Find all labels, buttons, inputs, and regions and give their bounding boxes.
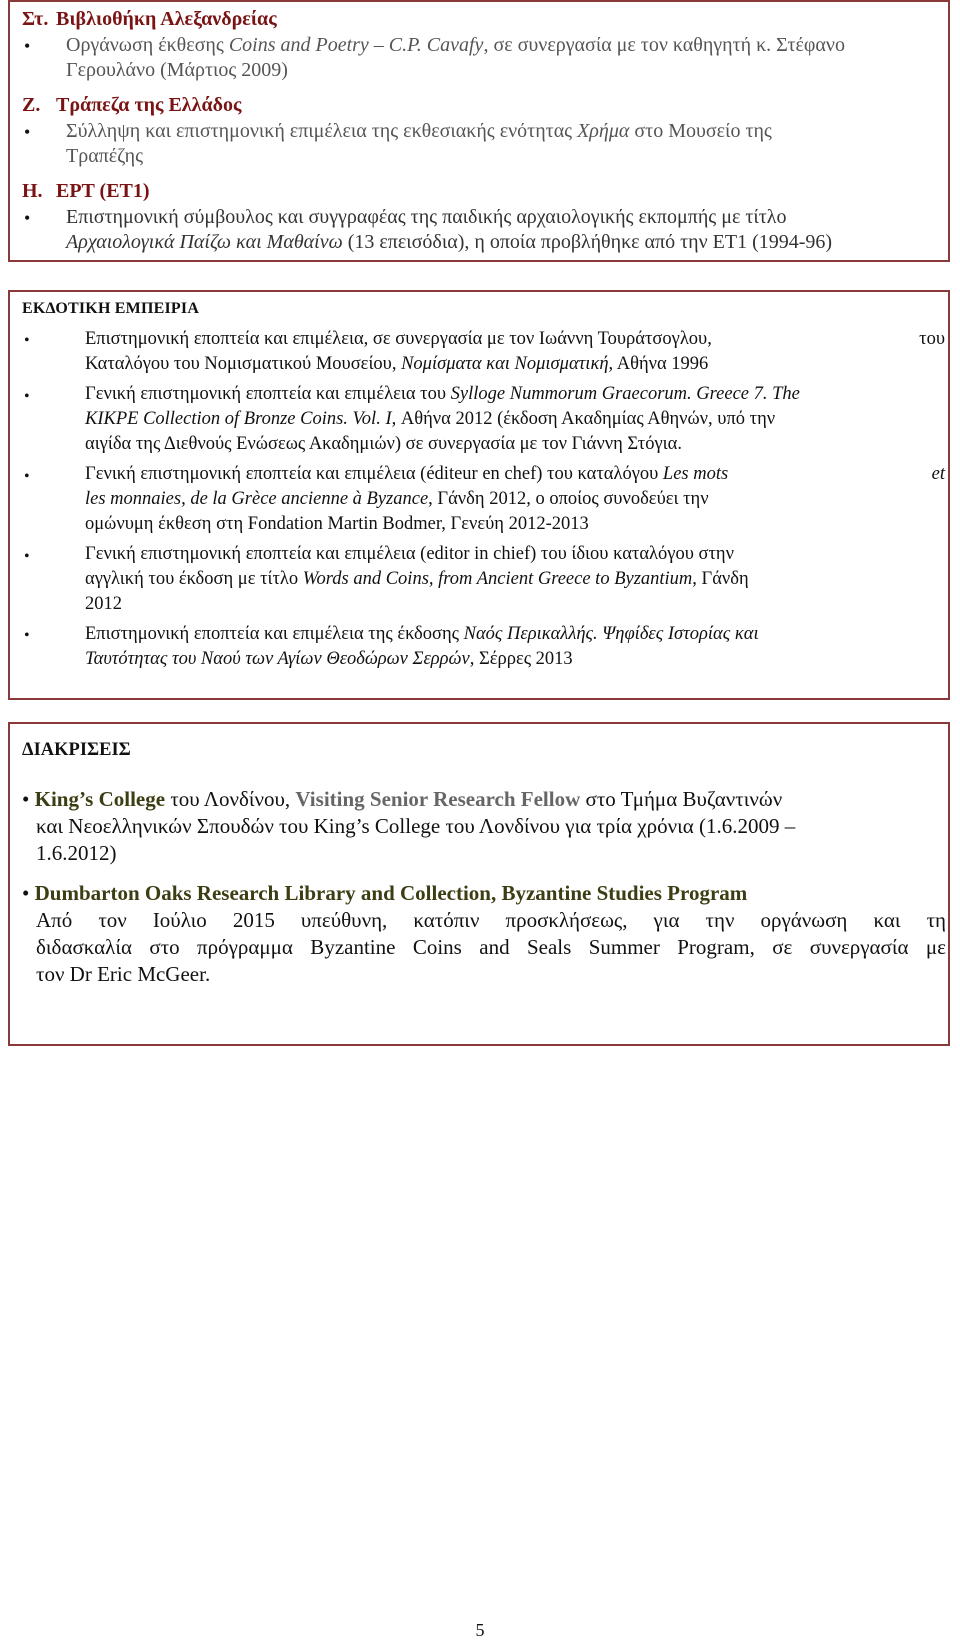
italic-title: Coins and Poetry – C.P. Cavafy: [228, 34, 484, 56]
italic-title: Χρήμα: [577, 120, 630, 142]
item-line: [22, 880, 946, 907]
text-run: Σύλληψη και επιστημονική επιμέλεια της εκθεσιακής ενότητας: [66, 120, 578, 142]
text-run: του: [919, 329, 945, 349]
item-line: 1.6.2012): [36, 841, 117, 865]
item-line: [85, 382, 945, 407]
text-run: Επιστημονική εποπτεία και επιμέλεια, σε συνεργασία με τον Ιωάννη Τουράτσογλου,: [85, 329, 712, 349]
publishing-experience-box: [8, 290, 950, 700]
item-line: αιγίδα της Διεθνούς Ενώσεως Ακαδημιών) σε συνεργασία με τον Γιάννη Στόγια.: [85, 434, 682, 454]
section-title: Τράπεζα της Ελλάδος: [56, 94, 242, 116]
item-line: Από τον Ιούλιο 2015 υπεύθυνη, κατόπιν προσκλήσεως, για την οργάνωση και τη: [36, 908, 946, 932]
item-line: [85, 327, 945, 352]
text-run: , Αθήνα 1996: [608, 354, 709, 374]
section-heading-publishing: ΕΚΔΟΤΙΚΗ ΕΜΠΕΙΡΙΑ: [22, 300, 200, 317]
text-run: , Σέρρες 2013: [469, 649, 573, 669]
italic-title: Les mots: [662, 464, 729, 484]
item-line: [85, 407, 945, 432]
italic-title: KIKPE Collection of Bronze Coins. Vol. I: [85, 409, 392, 429]
italic-title: Sylloge Nummorum Graecorum. Greece 7. The: [450, 384, 800, 404]
text-run: , Αθήνα 2012 (έκδοση Ακαδημίας Αθηνών, υπό την: [391, 409, 776, 429]
section-heading-st: [22, 8, 277, 31]
section-title: ΕΡΤ (ΕΤ1): [56, 180, 150, 202]
text-run: του Λονδίνου,: [165, 787, 296, 811]
list-item: [85, 327, 945, 377]
section-heading-distinctions: ΔΙΑΚΡΙΣΕΙΣ: [22, 740, 131, 760]
list-item: [85, 382, 945, 457]
item-line: [85, 487, 945, 512]
item-line: διδασκαλία στο πρόγραμμα Byzantine Coins and Seals Summer Program, σε συνεργασία με: [36, 935, 946, 959]
bullet: •: [22, 881, 35, 905]
entry-line: Τραπέζης: [66, 145, 144, 167]
item-line: [85, 352, 945, 377]
bullet: •: [24, 548, 30, 565]
text-run: , Γάνδη: [692, 569, 749, 589]
page-number: 5: [475, 1620, 485, 1640]
text-run: αγγλική του έκδοση με τίτλο: [85, 569, 303, 589]
entry-line: [66, 119, 944, 144]
item-line: [85, 647, 945, 672]
role-title: Visiting Senior Research Fellow: [295, 787, 581, 811]
section-letter: Στ.: [22, 8, 49, 30]
text-run: Επιστημονική εποπτεία και επιμέλεια της έκδοσης: [85, 624, 464, 644]
text-run: [85, 462, 728, 487]
text-run: Γενική επιστημονική εποπτεία και επιμέλεια (éditeur en chef) του καταλόγου: [85, 464, 663, 484]
bullet: •: [24, 388, 30, 405]
section-letter: Ζ.: [22, 94, 41, 116]
list-item: [85, 542, 945, 617]
bullet: •: [24, 627, 30, 644]
text-run: , Γάνδη 2012, ο οποίος συνοδεύει την: [428, 489, 709, 509]
italic-title: et: [931, 464, 945, 484]
italic-title: les monnaies, de la Grèce ancienne à Byzance: [85, 489, 429, 509]
entry-line: [66, 230, 832, 255]
bullet: •: [24, 36, 31, 56]
italic-title: Νομίσματα και Νομισματική: [401, 354, 609, 374]
list-item: [85, 622, 945, 672]
text-run: Γενική επιστημονική εποπτεία και επιμέλεια του: [85, 384, 451, 404]
item-line: ομώνυμη έκθεση στη Fondation Martin Bodmer, Γενεύη 2012-2013: [85, 514, 589, 534]
text-run: Καταλόγου του Νομισματικού Μουσείου,: [85, 354, 402, 374]
text-run: (13 επεισόδια), η οποία προβλήθηκε από την ΕΤ1 (1994-96): [342, 231, 833, 253]
bullet: •: [24, 468, 30, 485]
section-title: Βιβλιοθήκη Αλεξανδρείας: [56, 8, 277, 30]
distinction-item: [22, 786, 946, 867]
italic-title: Αρχαιολογικά Παίζω και Μαθαίνω: [66, 231, 343, 253]
list-item: [85, 462, 945, 537]
item-line: [22, 786, 946, 813]
bullet: •: [24, 332, 30, 349]
item-line: Γενική επιστημονική εποπτεία και επιμέλεια (editor in chief) του ίδιου καταλόγου στην: [85, 544, 734, 564]
institutions-box: [8, 0, 950, 262]
distinction-item: [22, 880, 946, 988]
entry-line: Γερουλάνο (Μάρτιος 2009): [66, 59, 288, 81]
item-line: και Νεοελληνικών Σπουδών του King’s College του Λονδίνου για τρία χρόνια (1.6.2009 –: [36, 814, 796, 838]
entry-line: Επιστημονική σύμβουλος και συγγραφέας της παιδικής αρχαιολογικής εκπομπής με τίτλο: [66, 206, 787, 228]
institution-name: Dumbarton Oaks Research Library and Collection, Byzantine Studies Program: [34, 881, 748, 905]
bullet: •: [22, 787, 35, 811]
item-line: τον Dr Eric McGeer.: [36, 962, 211, 986]
item-line: 2012: [85, 594, 122, 614]
bullet: •: [24, 122, 31, 142]
bullet: •: [24, 208, 31, 228]
text-run: στο Μουσείο της: [629, 120, 772, 142]
italic-title: Ταυτότητας του Ναού των Αγίων Θεοδώρων Σερρών: [85, 649, 470, 669]
text-run: [66, 119, 772, 144]
item-line: [85, 622, 945, 647]
section-heading-z: [22, 94, 241, 117]
section-letter: Η.: [22, 180, 43, 202]
text-run: , σε συνεργασία με τον καθηγητή κ. Στέφανο: [483, 34, 845, 56]
italic-title: Words and Coins, from Ancient Greece to Byzantium: [302, 569, 693, 589]
section-heading-h: [22, 180, 150, 203]
entry-line: [66, 33, 942, 58]
distinctions-box: [8, 722, 950, 1046]
item-line: [85, 462, 945, 487]
text-run: στο Τμήμα Βυζαντινών: [580, 787, 783, 811]
text-run: Οργάνωση έκθεσης: [66, 34, 229, 56]
italic-title: Ναός Περικαλλής. Ψηφίδες Ιστορίας και: [463, 624, 759, 644]
item-line: [85, 567, 945, 592]
institution-name: King’s College: [34, 787, 166, 811]
